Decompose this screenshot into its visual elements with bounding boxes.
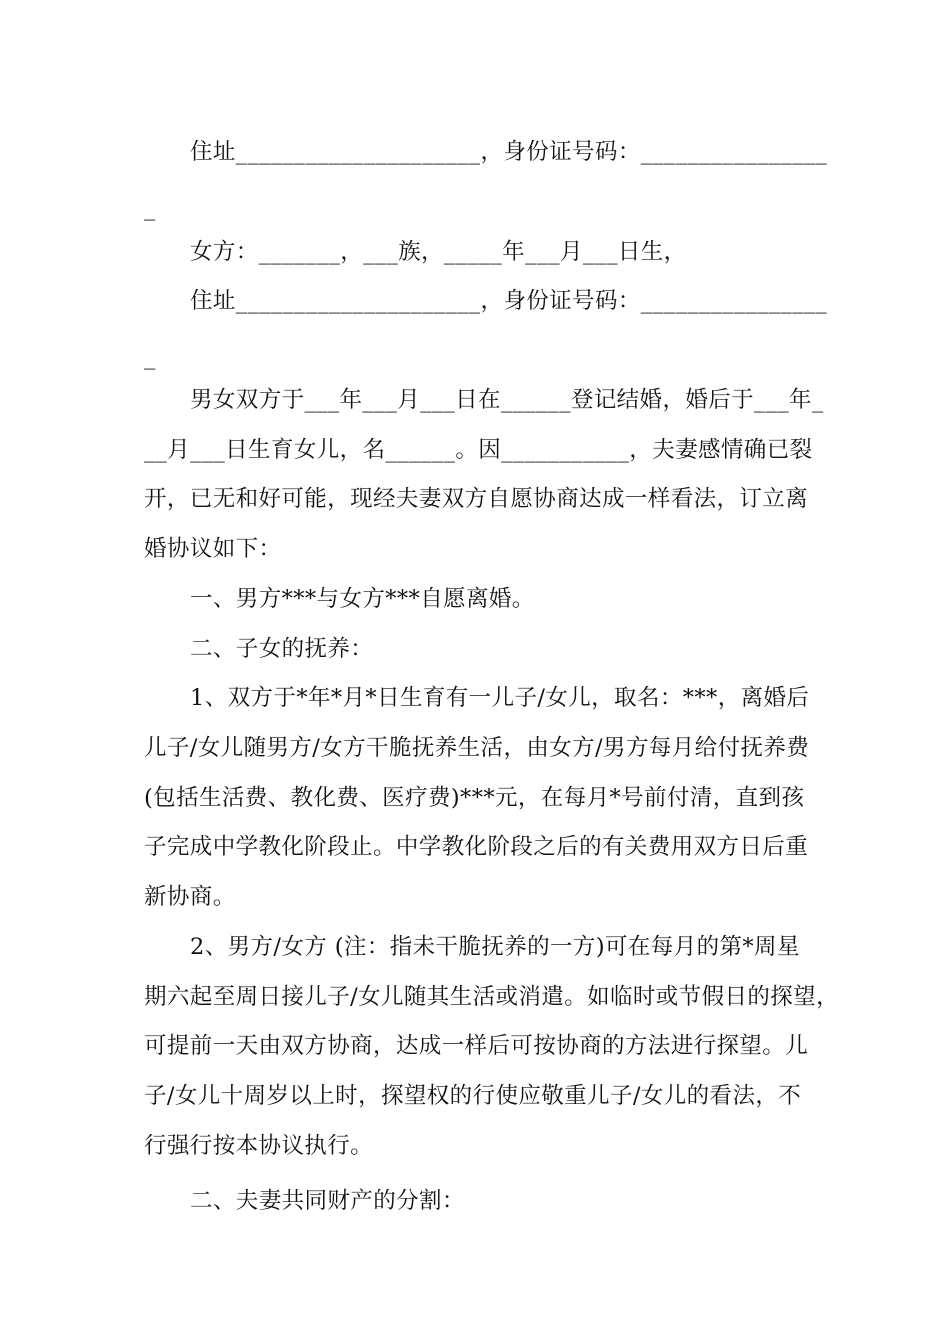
- text-line-marriage-intro: 男女双方于___年___月___日在______登记结婚，婚后于___年_: [190, 387, 824, 413]
- custody-item-2-text: 可提前一天由双方协商，达成一样后可按协商的方法进行探望。儿: [144, 1033, 809, 1059]
- custody-item-1-text: 子完成中学教化阶段止。中学教化阶段之后的有关费用双方日后重: [144, 834, 809, 860]
- custody-item-2-text: 行强行按本协议执行。: [144, 1133, 374, 1159]
- text-line-continuation: _: [144, 195, 156, 221]
- section-heading-child-custody: 二、子女的抚养：: [190, 636, 374, 662]
- text-line-wife-address: 住址_____________________，身份证号码：________________: [190, 288, 828, 314]
- custody-item-1: 1、双方于*年*月*日生育有一儿子/女儿，取名：***，离婚后: [190, 685, 810, 711]
- clause-one: 一、男方***与女方***自愿离婚。: [190, 586, 535, 612]
- custody-item-1-text: 新协商。: [144, 884, 236, 910]
- section-heading-property-division: 二、夫妻共同财产的分割：: [190, 1188, 465, 1214]
- text-line-marriage-details: __月___日生育女儿，名______。因___________，夫妻感情确已裂: [144, 437, 813, 463]
- custody-item-2-text: 期六起至周日接儿子/女儿随其生活或消遣。如临时或节假日的探望，: [144, 984, 839, 1010]
- text-line-marriage-details: 开，已无和好可能，现经夫妻双方自愿协商达成一样看法，订立离: [144, 486, 809, 512]
- custody-item-2-text: 子/女儿十周岁以上时，探望权的行使应敬重儿子/女儿的看法，不: [144, 1083, 802, 1109]
- custody-item-1-text: 儿子/女儿随男方/女方干脆抚养生活，由女方/男方每月给付抚养费: [144, 735, 810, 761]
- text-line-wife-info: 女方：_______，___族，_____年___月___日生，: [190, 239, 687, 265]
- text-line-husband-address: 住址_____________________，身份证号码：________________: [190, 139, 828, 165]
- custody-item-1-text: (包括生活费、教化费、医疗费)***元，在每月*号前付清，直到孩: [144, 785, 805, 811]
- text-line-marriage-details: 婚协议如下：: [144, 536, 282, 562]
- text-line-continuation: _: [144, 344, 156, 370]
- custody-item-2: 2、男方/女方 (注：指未干脆抚养的一方)可在每月的第*周星: [190, 934, 800, 960]
